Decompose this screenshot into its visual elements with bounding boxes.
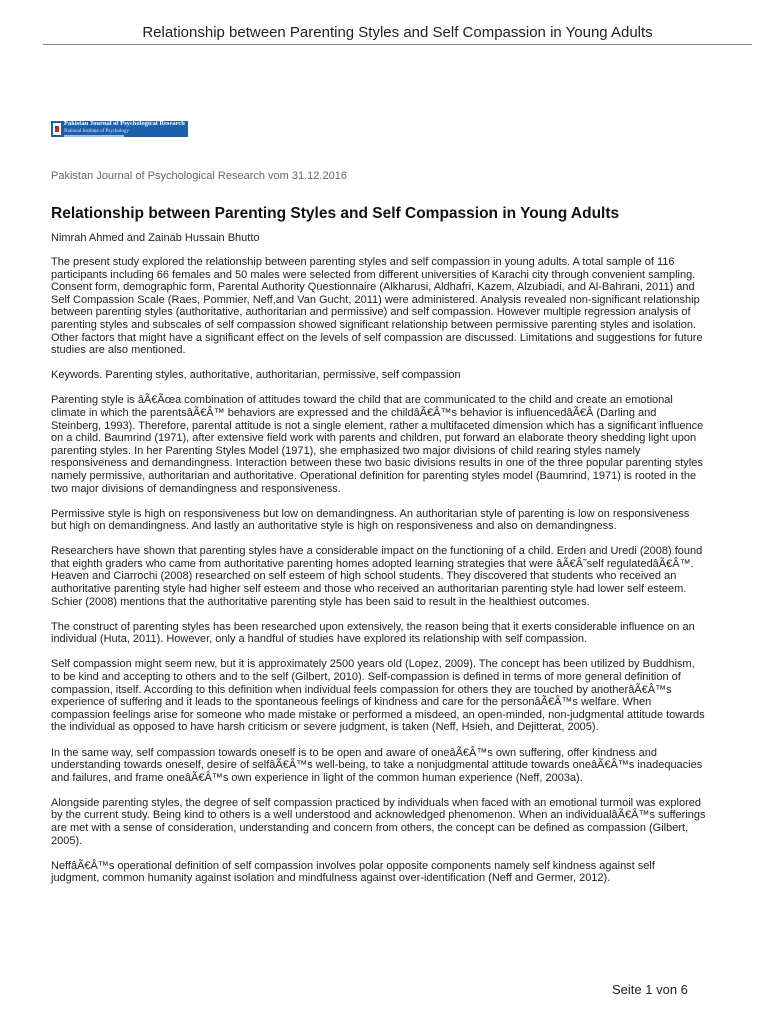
logo-institute-name: National Institute of Psychology <box>64 128 129 134</box>
abstract-paragraph: The present study explored the relationship between parenting styles and self compassion in young adults. A total sample of 116 participants including 66 females and 50 males were selected from different universities of Karachi city through convenient sampling. Consent form, demographic form, Parental Authority Questionnaire (Alkharusi, Aldhafri, Kazem, Alzubiadi, and Al-Bahrani, 2011) and Self Compassion Scale (Raes, Pommier, Neff,and Van Gucht, 2011) were administered. Analysis revealed non-significant relationship between parenting styles (authoritative, authoritarian and permissive) and self compassion. However multiple regression analysis of parenting styles and subscales of self compassion showed significant relationship between permissive parenting styles and isolation. Other factors that might have a significant effect on the levels of self compassion are discussed. Limitations and suggestions for future studies are also mentioned. <box>51 256 703 357</box>
journal-emblem-icon <box>53 123 61 135</box>
keywords-paragraph: Keywords. Parenting styles, authoritative, authoritarian, permissive, self compassion <box>51 369 461 382</box>
source-line: Pakistan Journal of Psychological Research vom 31.12.2016 <box>51 170 347 182</box>
body-paragraph: The construct of parenting styles has been researched upon extensively, the reason being that it exerts considerable influence on an individual (Huta, 2011). However, only a handful of studies have explored its relationship with self compassion. <box>51 620 695 646</box>
page-number: Seite 1 von 6 <box>612 982 688 997</box>
body-paragraph: Alongside parenting styles, the degree of self compassion practiced by individuals when faced with an emotional turmoil was explored by the current study. Being kind to others is a well understood and acknowledged phenomenon. When an individualâÃ€Â™s sufferings are met with a sense of consideration, understanding and concern from others, the concept can be defined as compassion (Gilbert, 2005). <box>51 796 706 847</box>
article-body <box>51 256 706 897</box>
logo-underline <box>64 135 124 137</box>
running-header: Relationship between Parenting Styles and Self Compassion in Young Adults <box>43 24 752 45</box>
authors: Nimrah Ahmed and Zainab Hussain Bhutto <box>51 232 260 244</box>
body-paragraph: Self compassion might seem new, but it is approximately 2500 years old (Lopez, 2009). The concept has been utilized by Buddhism, to be kind and accepting to others and to the self (Gilbert, 2010). Self-compassion is defined in terms of more general definition of compassion, itself. According to this definition when individual feels compassion for others they are touched by anotherâÃ€Â™s experience of suffering and it leads to the spontaneous feelings of kindness and care for the personâÃ€Â™s welfare. When compassion feelings arise for someone who made mistake or performed a misdeed, an open-minded, non-judgmental attitude towards the individual as opposed to have harsh criticism or severe judgment, is taken (Neff, Hsieh, and Dejitterat, 2005). <box>51 658 705 734</box>
body-paragraph: Permissive style is high on responsiveness but low on demandingness. An authoritarian style of parenting is low on responsiveness but high on demandingness. And lastly an authoritative style is high on responsiveness and also on demandingness. <box>51 507 690 533</box>
logo-journal-name: Pakistan Journal of Psychological Research <box>64 120 185 128</box>
journal-logo <box>51 121 188 137</box>
body-paragraph: NeffâÃ€Â™s operational definition of self compassion involves polar opposite components namely self kindness against self judgment, common humanity against isolation and mindfulness against over-identification (Neff and Germer, 2012). <box>51 859 655 885</box>
article-title: Relationship between Parenting Styles and Self Compassion in Young Adults <box>51 205 620 222</box>
body-paragraph: Parenting style is âÃ€Ãœa combination of attitudes toward the child that are communicated to the child and create an emotional climate in which the parentsâÃ€Â™ behaviors are expressed and the childâÃ€Â™s behavior is influencedâÃ€Â (Darling and Steinberg, 1993). Therefore, parental attitude is not a single element, rather a multifaceted dimension which has a significant influence on a child. Baumrind (1971), after extensive field work with parents and children, put forward an elaborate theory shedding light upon parenting styles. In her Parenting Styles Model (1971), she emphasized two major divisions of child rearing styles namely responsiveness and demandingness. Interaction between these two basic divisions results in one of the three popular parenting styles namely permissive, authoritarian and authoritative. Operational definition for parenting styles model (Baumrind, 1971) is rooted in the two major divisions of demandingness and responsiveness. <box>51 394 704 495</box>
body-paragraph: In the same way, self compassion towards oneself is to be open and aware of oneâÃ€Â™s own suffering, offer kindness and understanding towards oneself, desire of selfâÃ€Â™s well-being, to take a nonjudgmental attitude towards oneâÃ€Â™s inadequacies and failures, and frame oneâÃ€Â™s own experience in light of the common human experience (Neff, 2003a). <box>51 746 703 784</box>
body-paragraph: Researchers have shown that parenting styles have a considerable impact on the functioning of a child. Erden and Uredi (2008) found that eighth graders who came from authoritative parenting homes adopted learning strategies that were âÃ€Â˜self regulatedâÃ€Â™. Heaven and Ciarrochi (2008) researched on self esteem of high school students. They discovered that students who received an authoritative parenting style had higher self esteem and those who received an authoritarian parenting style had lower self esteem. Schier (2008) mentions that the authoritative parenting style has been said to result in the healthiest outcomes. <box>51 545 703 608</box>
